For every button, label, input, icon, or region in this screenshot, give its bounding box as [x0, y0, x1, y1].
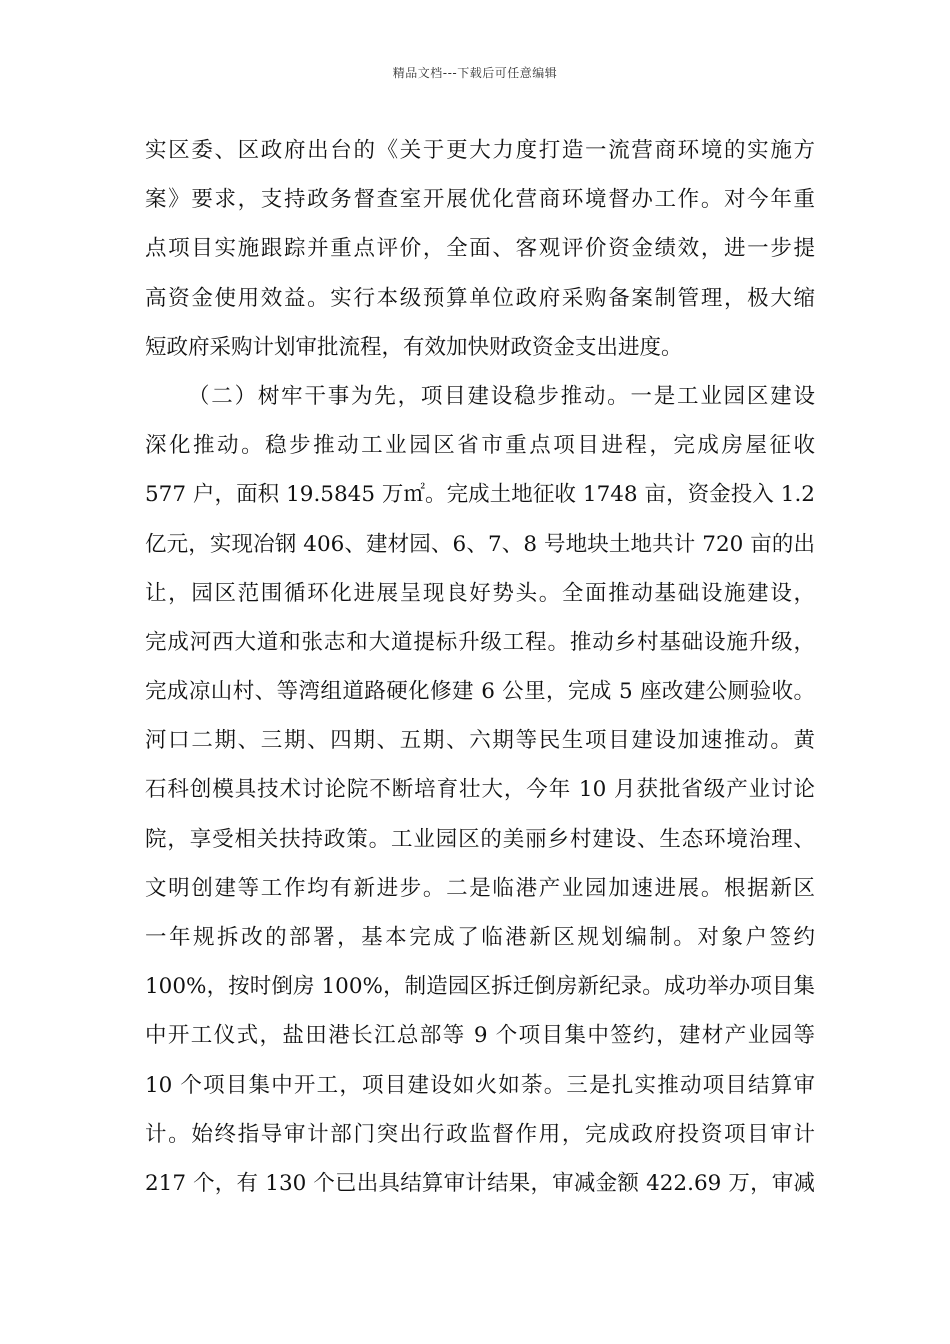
page-header: 精品文档---下载后可任意编辑 — [392, 66, 558, 80]
text-line: 院，享受相关扶持政策。工业园区的美丽乡村建设、生态环境治理、 — [145, 826, 815, 852]
text-line: 217 个，有 130 个已出具结算审计结果，审减金额 422.69 万，审减 — [145, 1170, 815, 1196]
paragraph-2 — [145, 372, 815, 1208]
text-line: 完成凉山村、等湾组道路硬化修建 6 公里，完成 5 座改建公厕验收。 — [145, 679, 815, 705]
text-line: （二）树牢干事为先，项目建设稳步推动。一是工业园区建设 — [188, 383, 815, 409]
text-line: 实区委、区政府出台的《关于更大力度打造一流营商环境的实施方 — [145, 138, 815, 163]
text-line: 577 户，面积 19.5845 万㎡。完成土地征收 1748 亩，资金投入 1.2 — [145, 482, 815, 508]
text-line: 高资金使用效益。实行本级预算单位政府采购备案制管理，极大缩 — [145, 285, 815, 311]
text-line: 亿元，实现冶钢 406、建材园、6、7、8 号地块土地共计 720 亩的出 — [145, 531, 815, 557]
document-body — [145, 126, 815, 1208]
text-line: 石科创模具技术讨论院不断培育壮大，今年 10 月获批省级产业讨论 — [145, 777, 815, 803]
text-line: 深化推动。稳步推动工业园区省市重点项目进程，完成房屋征收 — [145, 433, 815, 459]
text-line: 中开工仪式，盐田港长江总部等 9 个项目集中签约，建材产业园等 — [145, 1023, 815, 1049]
text-line: 10 个项目集中开工，项目建设如火如荼。三是扎实推动项目结算审 — [145, 1072, 815, 1098]
text-line: 河口二期、三期、四期、五期、六期等民生项目建设加速推动。黄 — [145, 728, 815, 754]
text-line: 完成河西大道和张志和大道提标升级工程。推动乡村基础设施升级， — [145, 629, 815, 655]
text-line: 点项目实施跟踪并重点评价，全面、客观评价资金绩效，进一步提 — [145, 236, 815, 262]
text-line: 文明创建等工作均有新进步。二是临港产业园加速进展。根据新区 — [145, 875, 815, 901]
text-line: 案》要求，支持政务督查室开展优化营商环境督办工作。对今年重 — [145, 187, 815, 213]
paragraph-1 — [145, 126, 815, 372]
text-line: 短政府采购计划审批流程，有效加快财政资金支出进度。 — [145, 334, 683, 360]
text-line: 100%，按时倒房 100%，制造园区拆迁倒房新纪录。成功举办项目集 — [145, 974, 815, 1000]
text-line: 一年规拆改的部署，基本完成了临港新区规划编制。对象户签约 — [145, 925, 815, 950]
text-line: 计。始终指导审计部门突出行政监督作用，完成政府投资项目审计 — [145, 1121, 815, 1147]
text-line: 让，园区范围循环化进展呈现良好势头。全面推动基础设施建设， — [145, 580, 815, 606]
